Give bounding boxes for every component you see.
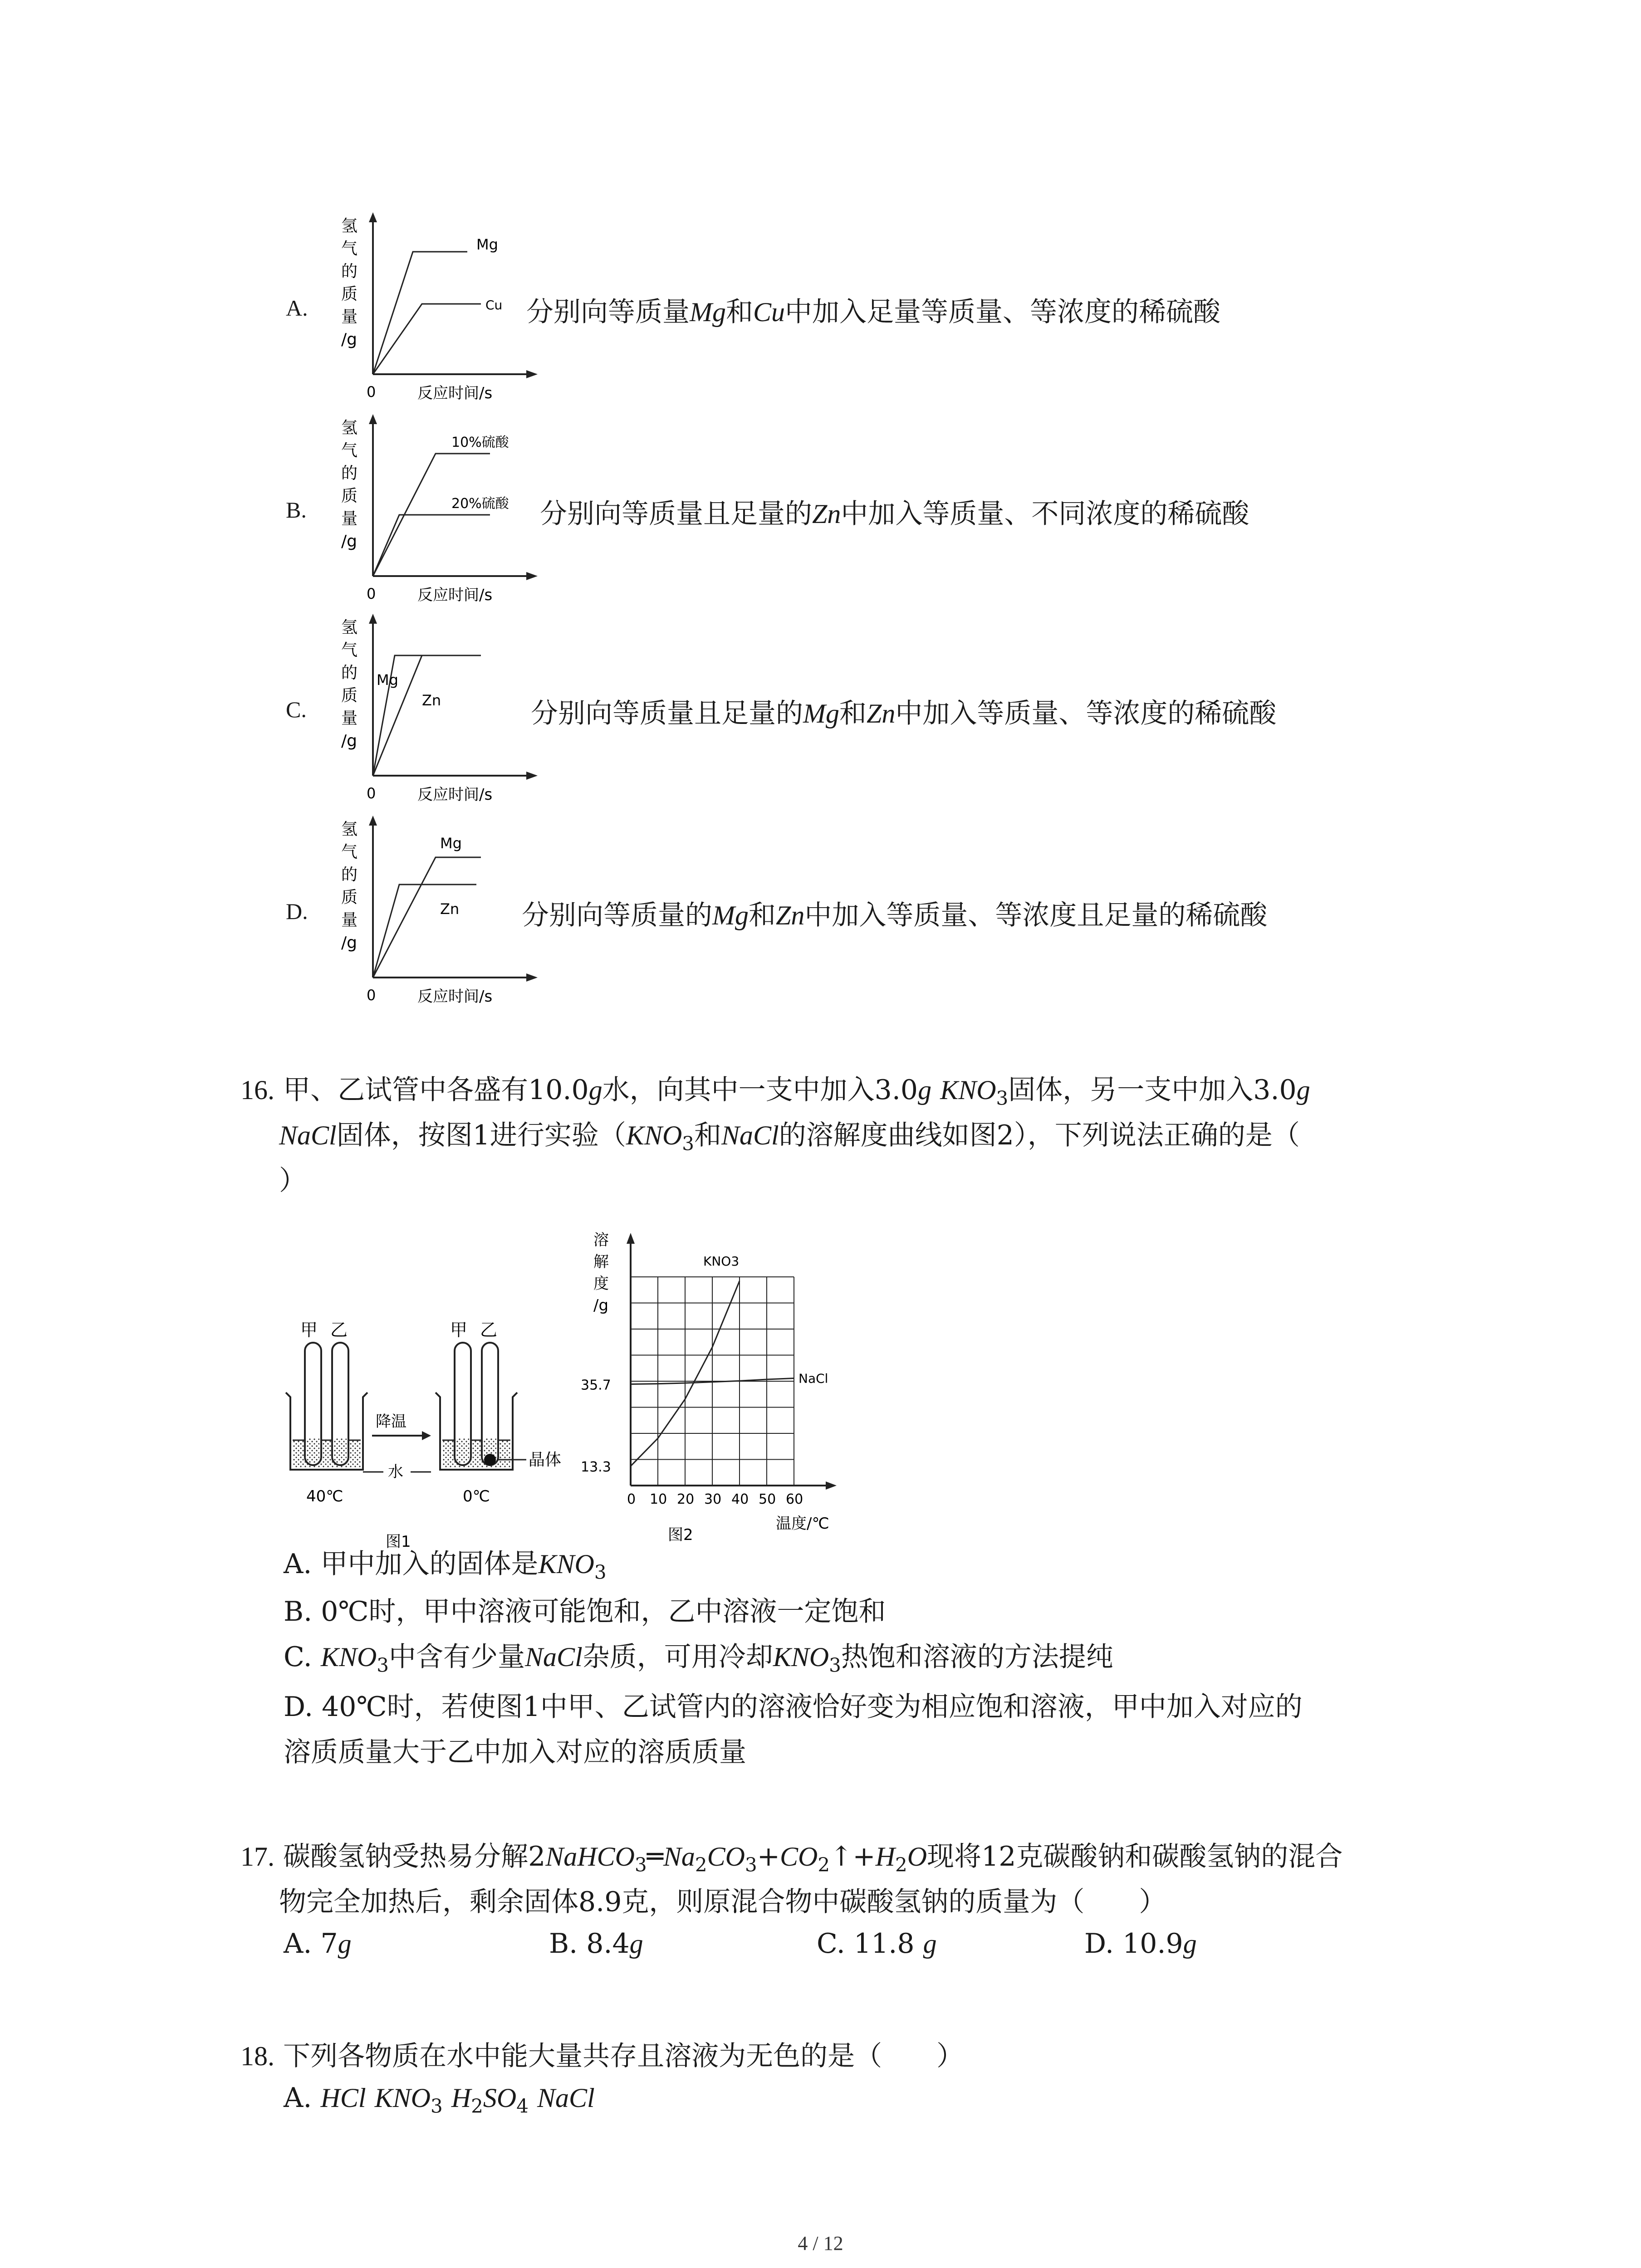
curve-label: Zn [422,692,441,709]
tube-b-label-1: 乙 [330,1320,348,1340]
q17-option-a-text: A. 7 [284,1928,338,1960]
x-axis-label: 反应时间/s [417,384,493,402]
q15-option-graph [331,812,549,1016]
q17-option-a [284,1928,352,1960]
q16-option-d-line1: D. 40℃时，若使图1中甲、乙试管内的溶液恰好变为相应饱和溶液，甲中加入对应的 [284,1691,1303,1723]
svg-text:度: 度 [593,1275,609,1293]
y-axis-label-char: 量 [341,308,358,326]
x-tick-label: 60 [786,1491,803,1507]
y-axis-label-char: 质 [341,686,358,705]
y-axis-label-char: /g [341,330,357,349]
chart-series [631,1254,828,1466]
y-axis-label-char: 的 [341,664,358,682]
q17-option-b-text: B. 8.4 [549,1928,630,1960]
y-axis-label-char: 的 [341,865,358,884]
q16-figure-2-solubility-chart [563,1225,871,1542]
tube-b-label-2: 乙 [480,1320,498,1340]
q17-option-d [1084,1928,1197,1960]
q15-option-description: 分别向等质量的Mg和Zn中加入等质量、等浓度且足量的稀硫酸 [522,899,1268,931]
y-axis-label-char: 质 [341,888,358,907]
x-tick-label: 0 [627,1491,636,1507]
chart-x-axis-label: 温度/℃ [776,1515,829,1533]
y-axis-label-char: 氢 [341,217,358,235]
q15-option-letter: A. [286,295,308,321]
q16-line3: ） [279,1165,306,1197]
curve-label: Zn [440,900,460,918]
series-label-KNO3: KNO3 [703,1254,740,1269]
chart-axes [581,1233,837,1490]
q15-option-letter: B. [286,497,307,523]
x-tick-label: 30 [704,1491,722,1507]
q15-option-graph [331,411,549,615]
q16-option-b: B. 0℃时，甲中溶液可能饱和，乙中溶液一定饱和 [284,1596,886,1628]
tube-a-label-2: 甲 [450,1320,468,1340]
y-axis-label-char: 气 [341,641,358,660]
x-axis-label: 反应时间/s [417,786,493,804]
svg-text:解: 解 [593,1253,609,1271]
svg-text:35.7: 35.7 [581,1377,611,1393]
svg-text:0: 0 [367,585,376,602]
y-axis-label-char: 量 [341,911,358,929]
y-axis-label-char: 气 [341,441,358,460]
unit-g: g [338,1929,352,1959]
q16-line1: 16. 甲、乙试管中各盛有10.0g水，向其中一支中加入3.0g $KNO_3$固体，另一支中加入3.0g [240,1074,1310,1110]
y-axis-label-char: 质 [341,487,358,505]
q16-number: 16. [240,1075,274,1105]
crystal-label: 晶体 [529,1451,562,1469]
y-axis-label-char: 质 [341,285,358,303]
q15-option-letter: D. [286,899,308,924]
unit-g: g [629,1929,643,1959]
temp-40: 40℃ [306,1487,343,1505]
beaker-right [436,1320,561,1505]
beaker-left [286,1320,367,1505]
q18-text: 下列各物质在水中能大量共存且溶液为无色的是（ ） [283,2040,964,2072]
figure-2-caption: 图2 [668,1526,693,1542]
y-axis-label-char: /g [341,532,357,551]
y-axis-label-char: 气 [341,240,358,258]
curve-label: 10%硫酸 [451,435,509,450]
cooling-label: 降温 [376,1413,407,1431]
y-axis-label-char: 气 [341,843,358,861]
q15-option-graph [331,209,549,413]
q15-option-description: 分别向等质量且足量的Zn中加入等质量、不同浓度的稀硫酸 [540,498,1249,530]
q17-option-c [817,1928,937,1960]
unit-g: g [1183,1929,1197,1959]
curve-label: 20%硫酸 [451,496,509,512]
figure-1-caption: 图1 [386,1533,411,1551]
q17-number: 17. [240,1842,274,1872]
y-axis-label-char: /g [341,732,357,750]
q16-option-d-line2: 溶质质量大于乙中加入对应的溶质质量 [284,1736,746,1768]
curve-label: Mg [440,835,462,852]
cooling-arrow [363,1413,431,1481]
svg-text:0: 0 [367,987,376,1004]
curve-label: Cu [485,298,503,313]
x-tick-label: 50 [759,1491,776,1507]
x-tick-label: 10 [650,1491,667,1507]
q17-option-d-text: D. 10.9 [1084,1928,1183,1960]
y-axis-label-char: 量 [341,709,358,728]
x-axis-label: 反应时间/s [417,987,493,1006]
y-axis-label-char: /g [341,934,357,952]
y-axis-label-char: 的 [341,262,358,281]
x-axis-label: 反应时间/s [417,586,493,604]
y-axis-label-char: 量 [341,509,358,528]
y-axis-label-char: 的 [341,464,358,483]
q17-line2: 物完全加热后，剩余固体8.9克，则原混合物中碳酸氢钠的质量为（ ） [279,1886,1166,1918]
q17-option-c-text: C. 11.8 [817,1928,923,1960]
unit-g: g [923,1929,937,1959]
svg-text:13.3: 13.3 [581,1459,611,1476]
q18-number: 18. [240,2041,274,2071]
svg-text:溶: 溶 [593,1231,609,1249]
series-label-NaCl: NaCl [798,1371,828,1386]
q15-option-letter: C. [286,697,307,722]
svg-text:0: 0 [367,785,376,802]
q15-option-description: 分别向等质量Mg和Cu中加入足量等质量、等浓度的稀硫酸 [526,296,1221,328]
svg-text:/g: /g [593,1296,609,1315]
page-number: 4 / 12 [798,2232,843,2254]
chart-grid [631,1277,794,1486]
x-tick-label: 40 [731,1491,749,1507]
curve-label: Mg [476,236,498,253]
y-axis-label-char: 氢 [341,820,358,839]
q18-line1 [240,2034,964,2073]
q15-option-graph [331,610,549,814]
y-axis-label-char: 氢 [341,618,358,637]
q16-option-c: C. $KNO_3$中含有少量NaCl杂质，可用冷却$KNO_3$热饱和溶液的方法提纯 [284,1641,1113,1677]
curve-label: Mg [377,671,398,689]
tube-a-label-1: 甲 [300,1320,318,1340]
q16-line2: NaCl固体，按图1进行实验（$KNO_3$和NaCl的溶解度曲线如图2），下列说法正确的是（ [279,1119,1300,1155]
q18-option-a: A. HCl $KNO_3$ $H_2SO_4$ NaCl [284,2082,595,2117]
chart-y-axis-label [593,1231,609,1315]
y-axis-label-char: 氢 [341,419,358,437]
q17-line1: 17. 碳酸氢钠受热易分解$2NaHCO_3═Na_2CO_3+CO_2↑+H_2O$现将12克碳酸钠和碳酸氢钠的混合 [240,1841,1343,1876]
svg-text:0: 0 [367,383,376,401]
q16-option-a: A. 甲中加入的固体是$KNO_3$ [284,1548,607,1584]
q15-option-description: 分别向等质量且足量的Mg和Zn中加入等质量、等浓度的稀硫酸 [531,698,1277,729]
temp-0: 0℃ [463,1487,490,1505]
x-tick-label: 20 [677,1491,695,1507]
water-label: 水 [388,1463,403,1481]
q17-option-b [549,1928,643,1960]
chart-x-ticks [627,1491,803,1507]
